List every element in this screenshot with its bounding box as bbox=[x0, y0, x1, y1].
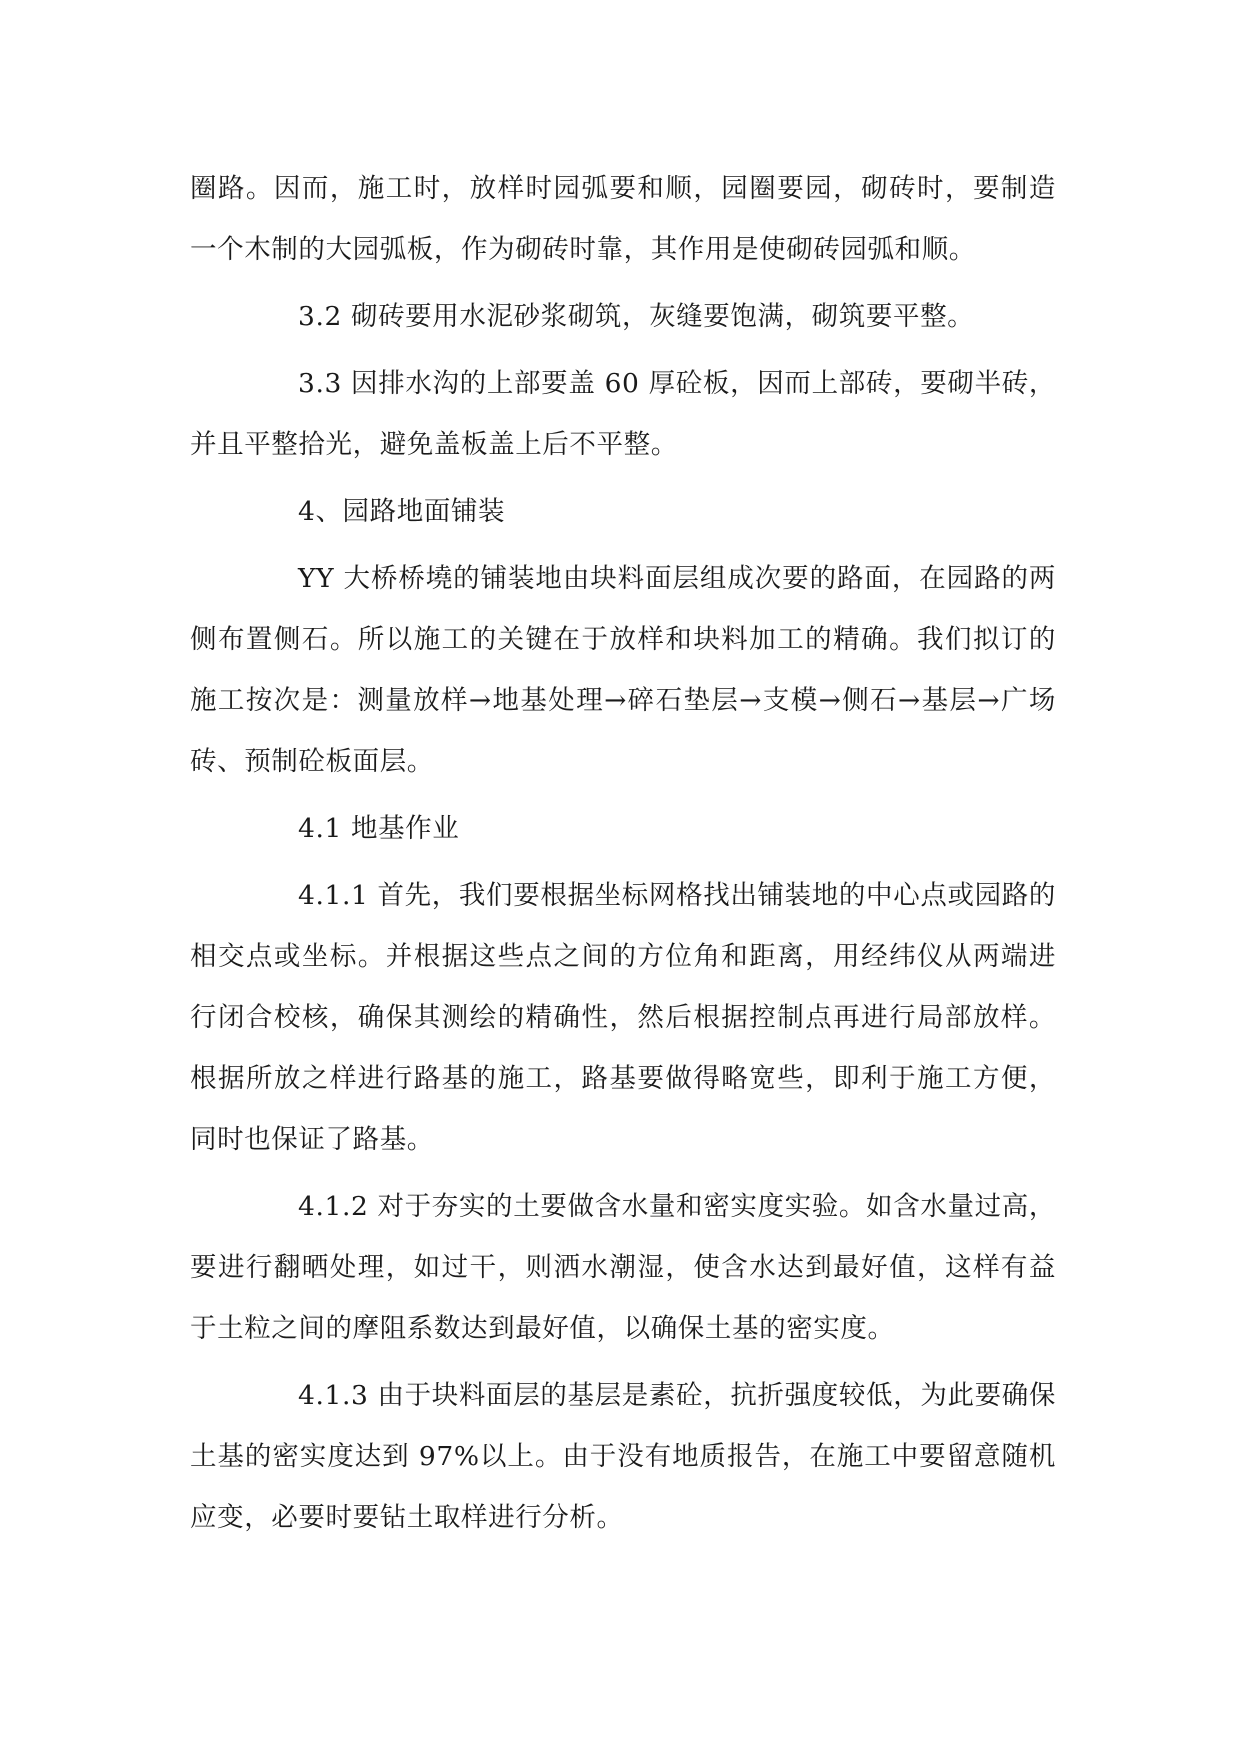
paragraph-3-2: 3.2 砌砖要用水泥砂浆砌筑，灰缝要饱满，砌筑要平整。 bbox=[298, 301, 975, 332]
document-body bbox=[190, 158, 1056, 1554]
section-heading-4-1: 4.1 地基作业 bbox=[298, 813, 460, 844]
paragraph-4-1-1: 4.1.1 首先，我们要根据坐标网格找出铺装地的中心点或园路的相交点或坐标。并根据这些点之间的方位角和距离，用经纬仪从两端进行闭合校核，确保其测绘的精确性，然后根据控制点再进行局部放样。根据所放之样进行路基的施工，路基要做得略宽些，即利于施工方便，同时也保证了路基。 bbox=[190, 880, 1056, 1155]
paragraph-continuation: 圈路。因而，施工时，放样时园弧要和顺，园圈要园，砌砖时，要制造一个木制的大园弧板，作为砌砖时靠，其作用是使砌砖园弧和顺。 bbox=[190, 173, 1056, 265]
paragraph-4-1-2: 4.1.2 对于夯实的土要做含水量和密实度实验。如含水量过高，要进行翻晒处理，如过干，则洒水潮湿，使含水达到最好值，这样有益于土粒之间的摩阻系数达到最好值，以确保土基的密实度。 bbox=[190, 1191, 1056, 1344]
section-heading-4: 4、园路地面铺装 bbox=[298, 496, 506, 527]
paragraph-3-3: 3.3 因排水沟的上部要盖 60 厚砼板，因而上部砖，要砌半砖，并且平整拾光，避免盖板盖上后不平整。 bbox=[190, 368, 1056, 460]
paragraph-4-intro: YY 大桥桥墝的铺装地由块料面层组成次要的路面，在园路的两侧布置侧石。所以施工的关键在于放样和块料加工的精确。我们拟订的施工按次是：测量放样→地基处理→碎石垫层→支模→侧石→基层→广场砖、预制砼板面层。 bbox=[190, 563, 1056, 777]
paragraph-4-1-3: 4.1.3 由于块料面层的基层是素砼，抗折强度较低，为此要确保土基的密实度达到 97%以上。由于没有地质报告，在施工中要留意随机应变，必要时要钻土取样进行分析。 bbox=[190, 1380, 1056, 1533]
